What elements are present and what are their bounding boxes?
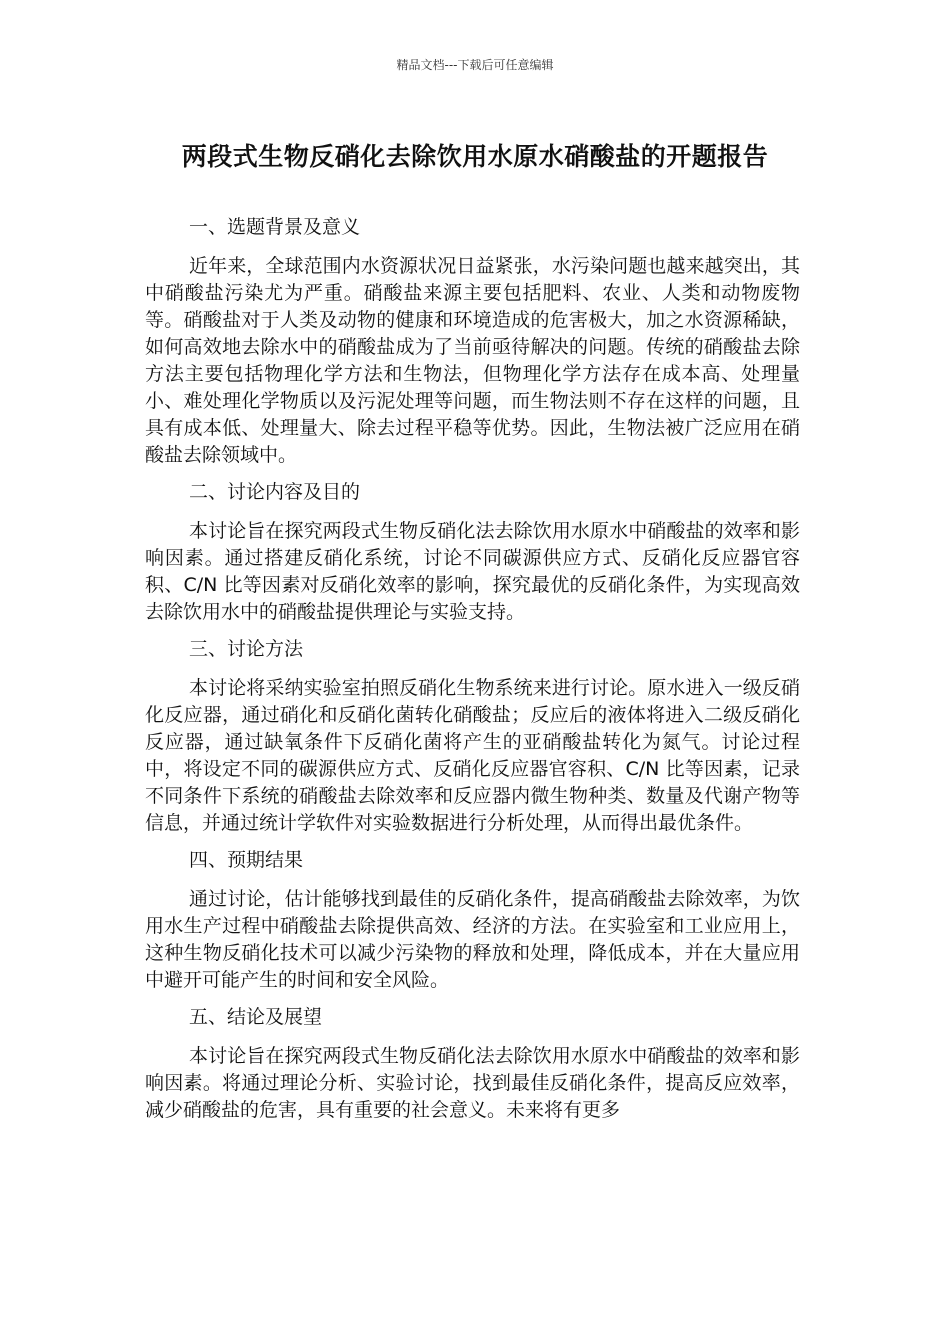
section-conclusion	[145, 1004, 800, 1124]
section-paragraph: 本讨论旨在探究两段式生物反硝化法去除饮用水原水中硝酸盐的效率和影响因素。通过搭建反硝化系统，讨论不同碳源供应方式、反硝化反应器官容积、C/N 比等因素对反硝化效率的影响，探究最优的反硝化条件，为实现高效去除饮用水中的硝酸盐提供理论与实验支持。	[145, 520, 800, 623]
document-body	[145, 210, 800, 1134]
document-title: 两段式生物反硝化去除饮用水原水硝酸盐的开题报告	[181, 142, 769, 171]
section-method	[145, 636, 800, 837]
section-heading: 一、选题背景及意义	[189, 216, 361, 238]
section-heading: 三、讨论方法	[189, 638, 304, 660]
page-header: 精品文档---下载后可任意编辑	[396, 58, 554, 72]
section-expected-results	[145, 847, 800, 994]
section-content-purpose	[145, 479, 800, 626]
section-paragraph: 近年来，全球范围内水资源状况日益紧张，水污染问题也越来越突出，其中硝酸盐污染尤为严重。硝酸盐来源主要包括肥料、农业、人类和动物废物等。硝酸盐对于人类及动物的健康和环境造成的危害极大，加之水资源稀缺，如何高效地去除水中的硝酸盐成为了当前亟待解决的问题。传统的硝酸盐去除方法主要包括物理化学方法和生物法，但物理化学方法存在成本高、处理量小、难处理化学物质以及污泥处理等问题，而生物法则不存在这样的问题，且具有成本低、处理量大、除去过程平稳等优势。因此，生物法被广泛应用在硝酸盐去除领域中。	[145, 255, 800, 466]
section-paragraph: 本讨论将采纳实验室拍照反硝化生物系统来进行讨论。原水进入一级反硝化反应器，通过硝化和反硝化菌转化硝酸盐；反应后的液体将进入二级反硝化反应器，通过缺氧条件下反硝化菌将产生的亚硝酸盐转化为氮气。讨论过程中，将设定不同的碳源供应方式、反硝化反应器官容积、C/N 比等因素，记录不同条件下系统的硝酸盐去除效率和反应器内微生物种类、数量及代谢产物等信息，并通过统计学软件对实验数据进行分析处理，从而得出最优条件。	[145, 677, 800, 834]
section-heading: 四、预期结果	[189, 849, 304, 871]
section-background	[145, 214, 800, 469]
section-paragraph: 通过讨论，估计能够找到最佳的反硝化条件，提高硝酸盐去除效率，为饮用水生产过程中硝酸盐去除提供高效、经济的方法。在实验室和工业应用上，这种生物反硝化技术可以减少污染物的释放和处理，降低成本，并在大量应用中避开可能产生的时间和安全风险。	[145, 888, 800, 991]
section-heading: 五、结论及展望	[189, 1006, 323, 1028]
section-heading: 二、讨论内容及目的	[189, 481, 361, 503]
section-paragraph: 本讨论旨在探究两段式生物反硝化法去除饮用水原水中硝酸盐的效率和影响因素。将通过理论分析、实验讨论，找到最佳反硝化条件，提高反应效率，减少硝酸盐的危害，具有重要的社会意义。未来将有更多	[145, 1045, 800, 1121]
